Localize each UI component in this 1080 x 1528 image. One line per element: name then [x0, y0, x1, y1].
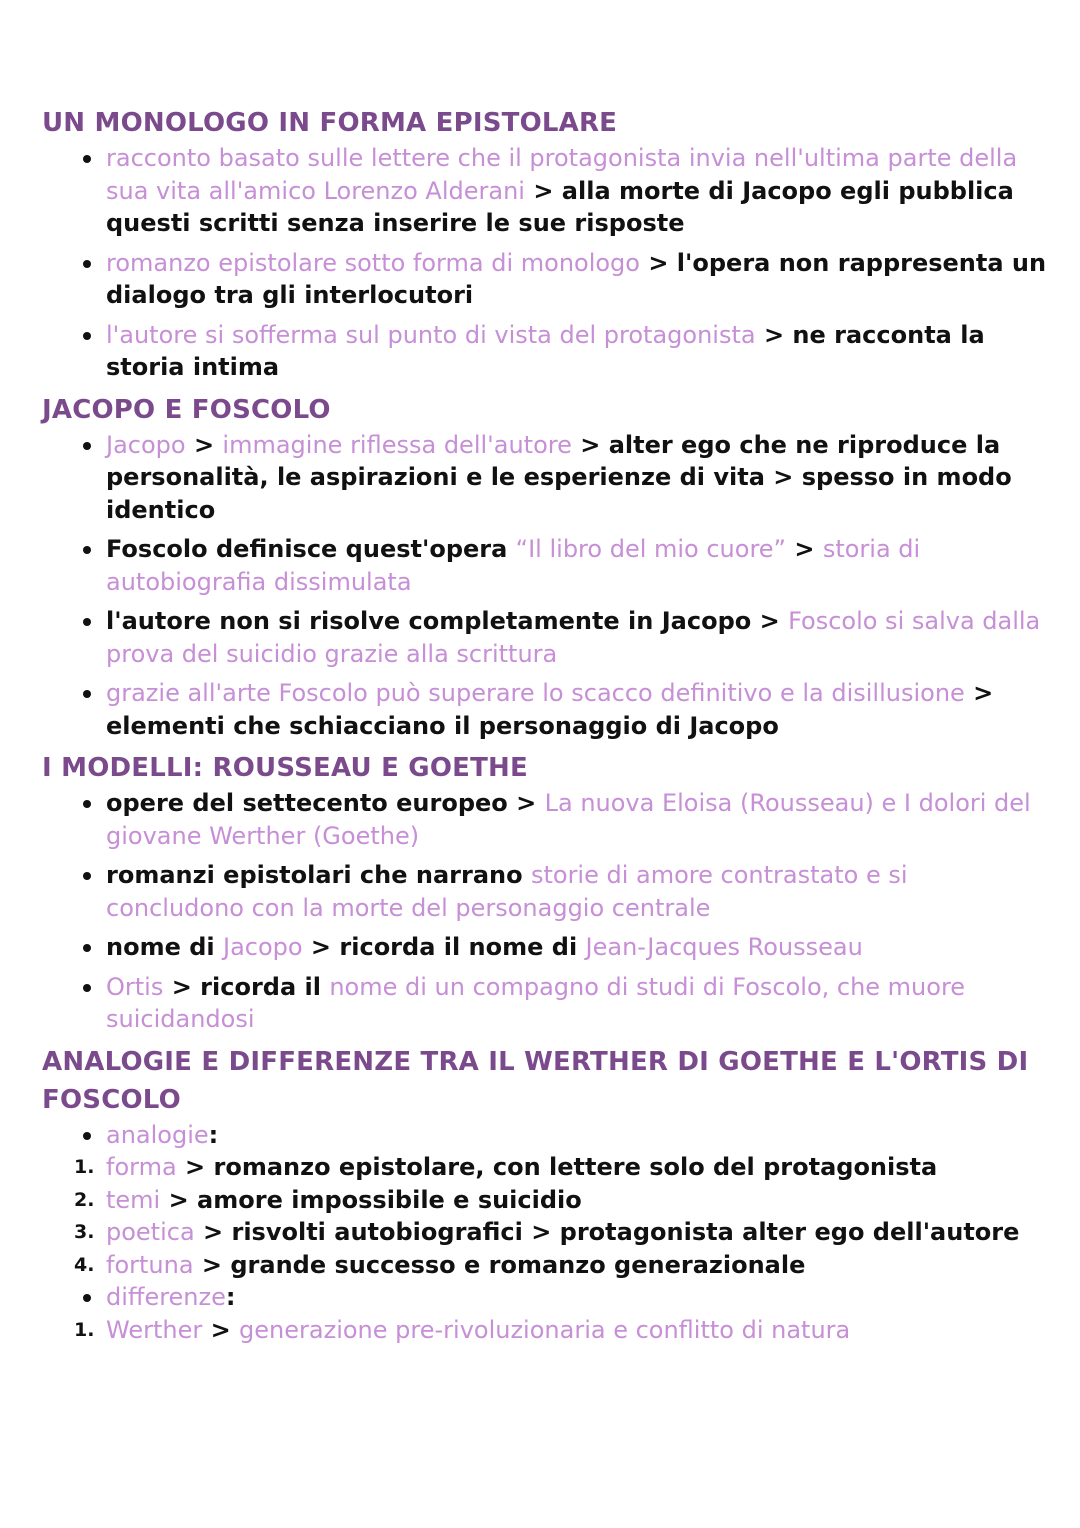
- list-item: l'autore si sofferma sul punto di vista del protagonista > ne racconta la storia intima: [42, 319, 1052, 384]
- list-item: Foscolo definisce quest'opera “Il libro del mio cuore” > storia di autobiografia dissimulata: [42, 533, 1052, 598]
- section-heading-monologo: UN MONOLOGO IN FORMA EPISTOLARE: [42, 108, 618, 138]
- analogie-list: [42, 1119, 1052, 1152]
- notes-content: [42, 104, 1052, 1346]
- list-item: analogie:: [42, 1119, 1052, 1152]
- list-item: 3. poetica > risvolti autobiografici > protagonista alter ego dell'autore: [74, 1218, 1020, 1246]
- list-item: nome di Jacopo > ricorda il nome di Jean-Jacques Rousseau: [42, 931, 1052, 964]
- section-heading-modelli: I MODELLI: ROUSSEAU E GOETHE: [42, 753, 528, 783]
- list-item: differenze:: [42, 1281, 1052, 1314]
- section-list-modelli: [42, 787, 1052, 1036]
- list-item: romanzi epistolari che narrano storie di amore contrastato e si concludono con la morte del personaggio centrale: [42, 859, 1052, 924]
- section-heading-jacopo-foscolo: JACOPO E FOSCOLO: [42, 394, 331, 425]
- list-item: opere del settecento europeo > La nuova Eloisa (Rousseau) e I dolori del giovane Werther (Goethe): [42, 787, 1052, 852]
- differenze-list: [42, 1281, 1052, 1314]
- list-item: 2. temi > amore impossibile e suicidio: [74, 1185, 582, 1214]
- list-item: racconto basato sulle lettere che il protagonista invia nell'ultima parte della sua vita all'amico Lorenzo Alderani > alla morte di Jacopo egli pubblica questi scritti senza inserire le sue risposte: [42, 142, 1052, 240]
- analogie-numbered-list: [42, 1151, 1052, 1281]
- section-list-jacopo-foscolo: [42, 429, 1052, 743]
- list-item: Ortis > ricorda il nome di un compagno di studi di Foscolo, che muore suicidandosi: [42, 971, 1052, 1036]
- list-item: l'autore non si risolve completamente in Jacopo > Foscolo si salva dalla prova del suicidio grazie alla scrittura: [42, 605, 1052, 670]
- list-item: 1. Werther > generazione pre-rivoluzionaria e conflitto di natura: [74, 1315, 851, 1344]
- differenze-numbered-list: [42, 1314, 1052, 1347]
- list-item: grazie all'arte Foscolo può superare lo scacco definitivo e la disillusione > elementi che schiacciano il personaggio di Jacopo: [42, 677, 1052, 742]
- section-heading-analogie-differenze: ANALOGIE E DIFFERENZE TRA IL WERTHER DI GOETHE E L'ORTIS DI FOSCOLO: [42, 1046, 1029, 1115]
- section-list-monologo: [42, 142, 1052, 384]
- list-item: 4. fortuna > grande successo e romanzo generazionale: [74, 1250, 806, 1279]
- list-item: Jacopo > immagine riflessa dell'autore > alter ego che ne riproduce la personalità, le aspirazioni e le esperienze di vita > spesso in modo identico: [42, 429, 1052, 527]
- list-item: romanzo epistolare sotto forma di monologo > l'opera non rappresenta un dialogo tra gli interlocutori: [42, 247, 1052, 312]
- list-item: 1. forma > romanzo epistolare, con lettere solo del protagonista: [74, 1153, 938, 1181]
